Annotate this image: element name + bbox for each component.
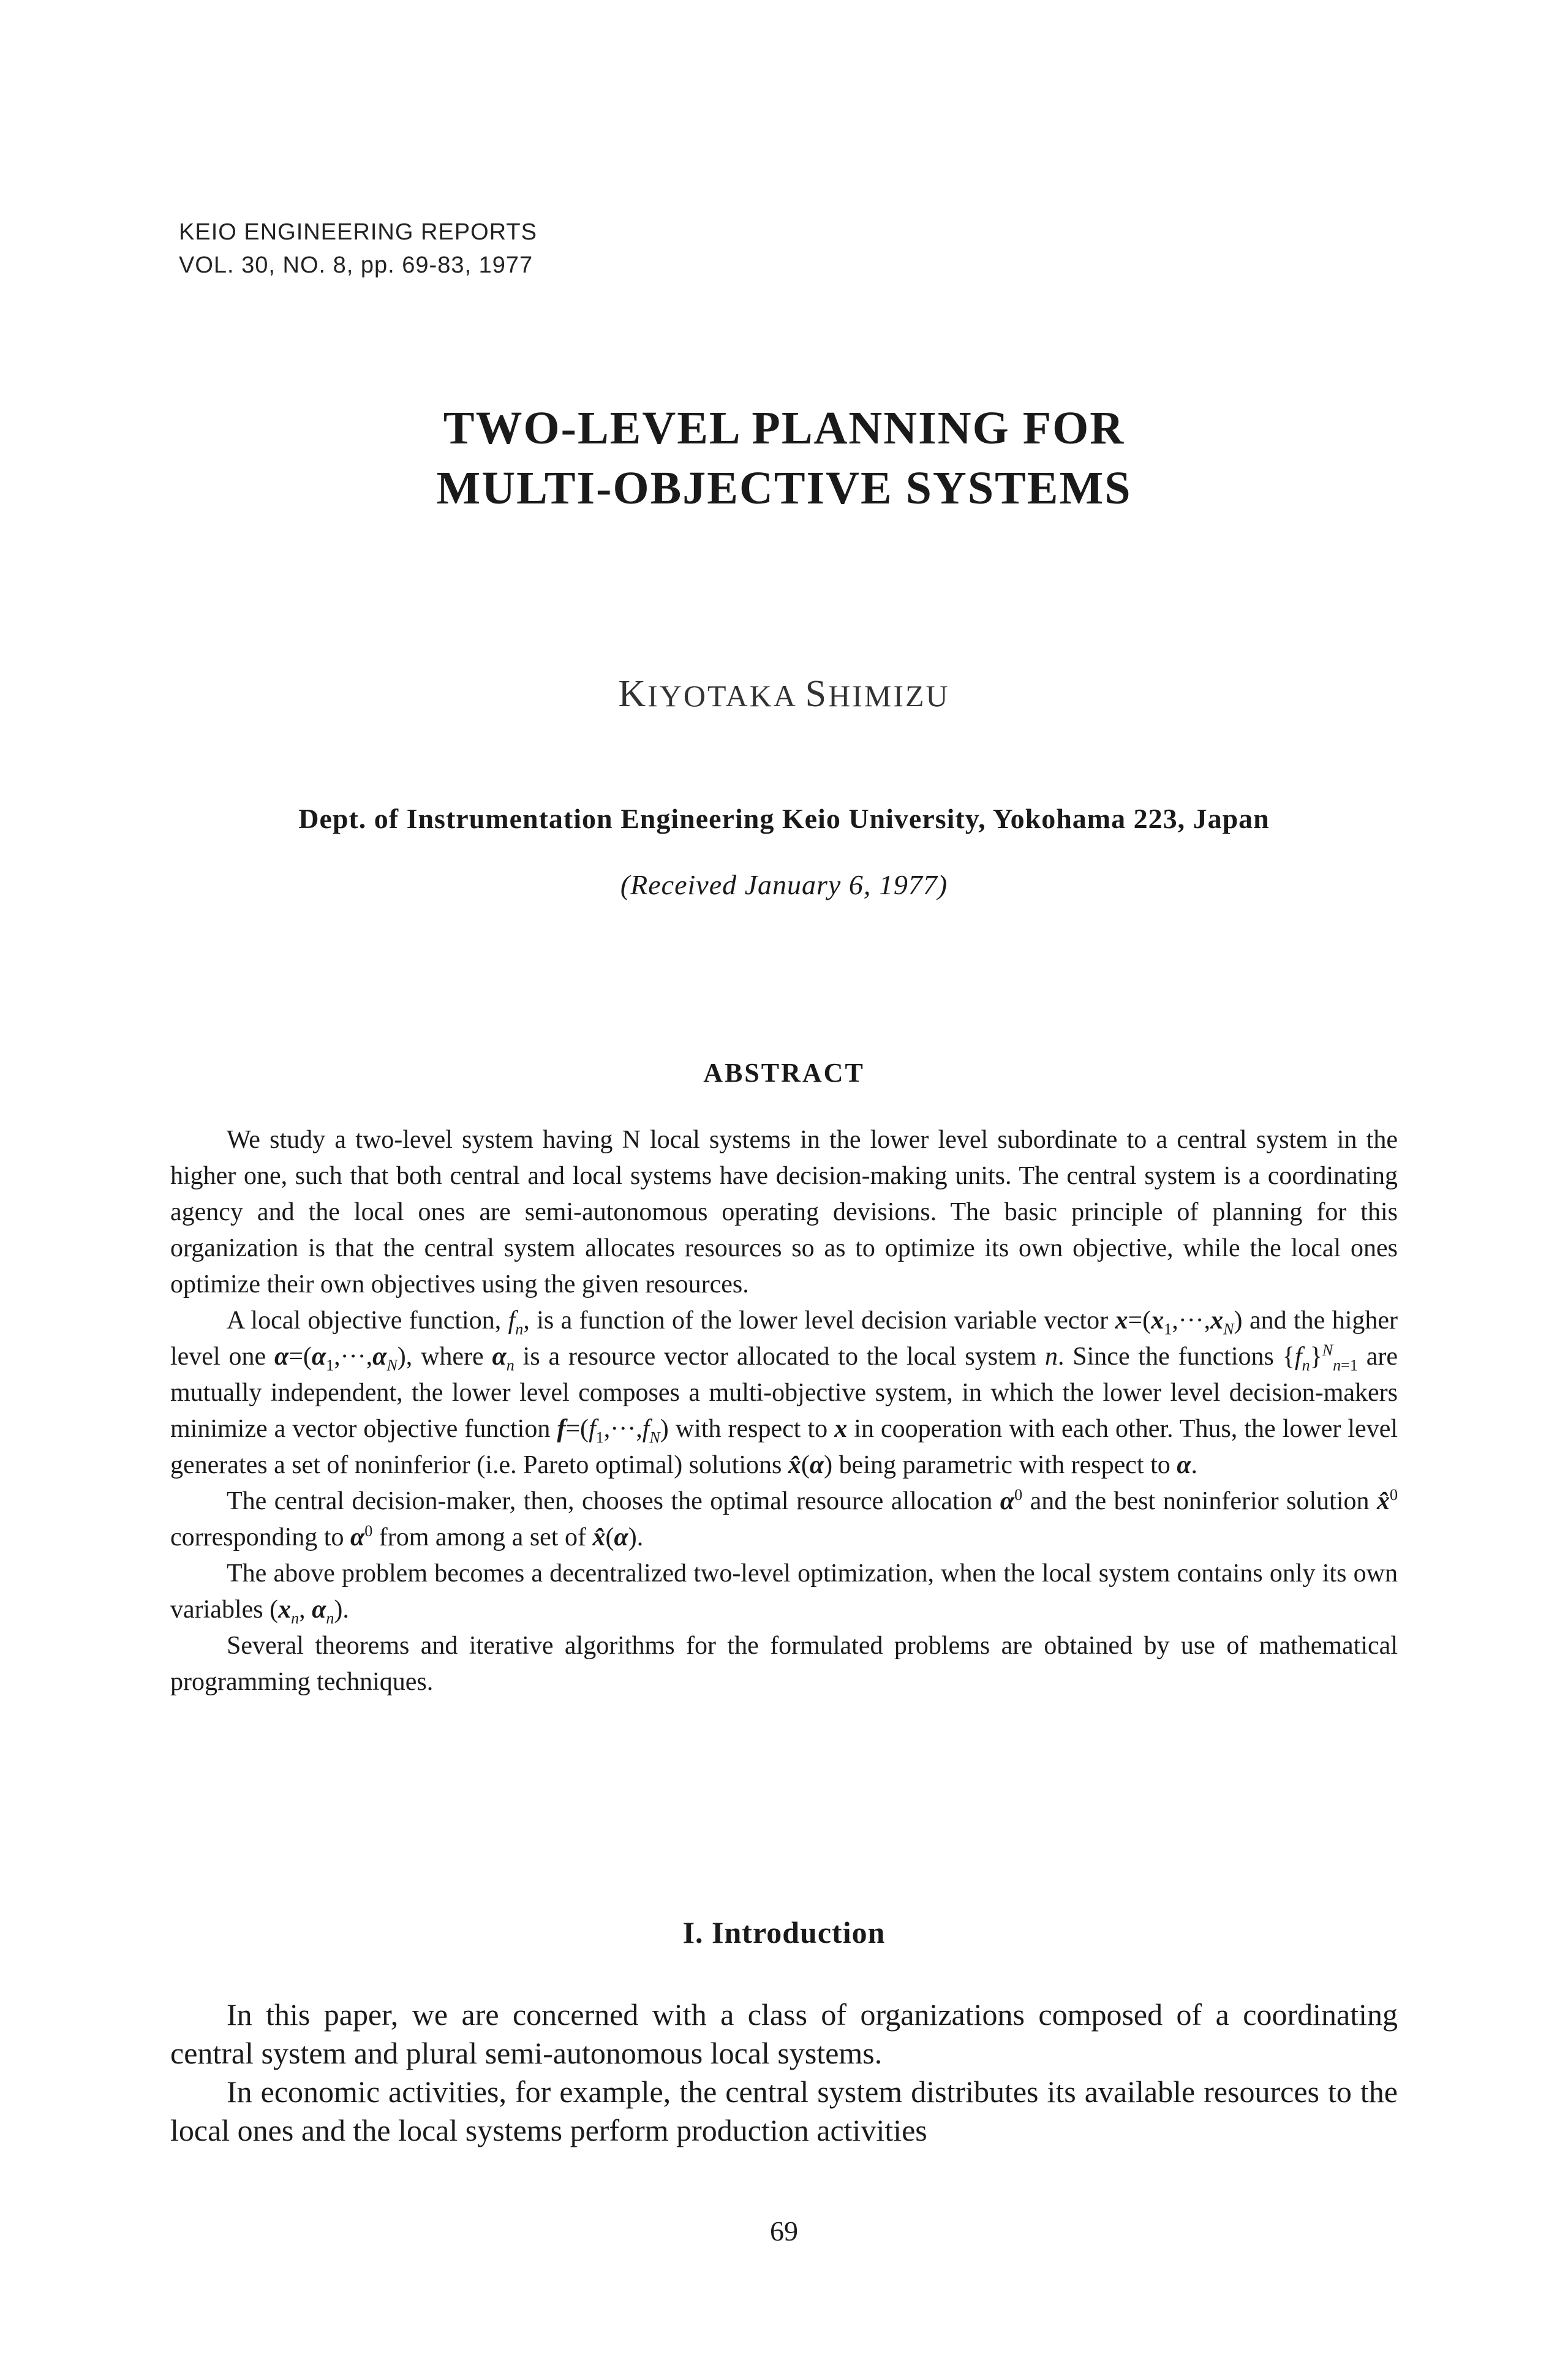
journal-header — [179, 216, 537, 282]
volume-line: VOL. 30, NO. 8, pp. 69-83, 1977 — [179, 252, 533, 278]
abstract-body — [170, 1122, 1398, 1700]
section-heading: I. Introduction — [682, 1915, 886, 1950]
abstract-paragraph-5: Several theorems and iterative algorithms for the formulated problems are obtained by use of mathematical programming techniques. — [170, 1632, 1398, 1696]
abstract-heading: ABSTRACT — [703, 1058, 865, 1088]
title-line-1: TWO-LEVEL PLANNING FOR — [443, 402, 1125, 454]
paper-title — [0, 398, 1568, 518]
title-line-2: MULTI-OBJECTIVE SYSTEMS — [436, 462, 1132, 514]
introduction-body — [170, 1996, 1398, 2150]
page-number: 69 — [770, 2215, 798, 2247]
author-name: KIYOTAKA SHIMIZU — [618, 673, 950, 715]
received-date: (Received January 6, 1977) — [620, 869, 948, 900]
abstract-paragraph-1: We study a two-level system having N local systems in the lower level subordinate to a central system in the higher one, such that both central and local systems have decision-making units. The central system is a coordinating agency and the local ones are semi-autonomous operating devisions. The basic principle of planning for this organization is that the central system allocates resources so as to optimize its own objective, while the local ones optimize their own objectives using the given resources. — [170, 1126, 1398, 1298]
abstract-paragraph-2: A local objective function, $f_n$, is a function of the lower level decision variable vector $x=(x_1,\cdot\cdot\cdot,x_N)$ and the higher level one $\alpha=(\alpha_1,\cdot\cdot\cdot,\alpha_N)$, where $\alpha_n$ is a resource vector allocated to the local system n. Since the functions $\{f_n\}^N_{n=1}$ are mutually independent, the lower level composes a multi-objective system, in which the lower level decision-makers minimize a vector objective function $f=(f_1,\cdot\cdot\cdot,f_N)$ with respect to x in cooperation with each other. Thus, the lower level generates a set of noninferior (i.e. Pareto optimal) solutions x̂(α) being parametric with respect to α. — [170, 1306, 1398, 1479]
affiliation: Dept. of Instrumentation Engineering Keio University, Yokohama 223, Japan — [298, 803, 1270, 834]
intro-paragraph-2: In economic activities, for example, the central system distributes its available resources to the local ones and the local systems perform production activities — [170, 2075, 1398, 2147]
abstract-paragraph-3: The central decision-maker, then, chooses the optimal resource allocation $\alpha^0$ and the best noninferior solution x̂$^0$ corresponding to $\alpha^0$ from among a set of x̂(α). — [170, 1486, 1398, 1551]
intro-paragraph-1: In this paper, we are concerned with a class of organizations composed of a coordinating central system and plural semi-autonomous local systems. — [170, 1997, 1398, 2070]
journal-name: KEIO ENGINEERING REPORTS — [179, 219, 537, 245]
abstract-paragraph-4: The above problem becomes a decentralized two-level optimization, when the local system contains only its own variables ($x_n$, $\alpha_n$). — [170, 1559, 1398, 1627]
